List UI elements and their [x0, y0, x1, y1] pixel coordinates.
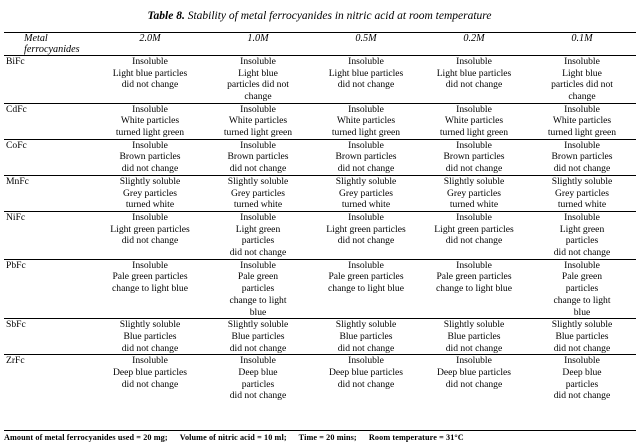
cell-nifc-1 — [96, 211, 204, 259]
row-label-bifc: BiFc — [6, 55, 25, 67]
cell-line: did not change — [121, 342, 179, 354]
cell-line: Insoluble — [240, 139, 276, 151]
cell-line: Brown particles — [443, 151, 505, 163]
cell-line: turned light green — [115, 127, 185, 139]
row-label-cofc: CoFc — [4, 139, 96, 175]
cell-sbfc-5 — [528, 319, 636, 355]
cell-line: Light green — [235, 223, 281, 235]
cell-line: Pale green — [561, 271, 603, 283]
cell-line: change — [568, 90, 596, 102]
table-row — [4, 55, 636, 103]
cell-cdfc-1 — [96, 103, 204, 139]
table-body — [4, 32, 636, 402]
cell-line: Slightly soluble — [551, 175, 613, 187]
cell-cofc-5 — [528, 139, 636, 175]
cell-line: did not change — [121, 235, 179, 247]
cell-line: Deep blue particles — [436, 367, 512, 379]
cell-line: change to light blue — [436, 283, 512, 295]
cell-pbfc-5 — [528, 259, 636, 319]
cell-pbfc-3 — [312, 259, 420, 319]
cell-line: did not change — [337, 79, 395, 91]
cell-line: Insoluble — [456, 103, 492, 115]
cell-line: Insoluble — [456, 139, 492, 151]
cell-sbfc-1 — [96, 319, 204, 355]
cell-nifc-5 — [528, 211, 636, 259]
cell-line: Insoluble — [132, 139, 168, 151]
cell-line: particles — [241, 283, 275, 295]
cell-zrfc-3 — [312, 355, 420, 402]
cell-zrfc-1 — [96, 355, 204, 402]
table-footnote — [4, 430, 636, 442]
cell-line: Insoluble — [564, 103, 600, 115]
cell-line: Insoluble — [240, 355, 276, 367]
cell-zrfc-2 — [204, 355, 312, 402]
cell-line: particles — [565, 235, 599, 247]
header-cell-concentration-1: 2.0M — [96, 32, 204, 55]
table-row — [4, 175, 636, 211]
table-row — [4, 319, 636, 355]
cell-line: Light blue — [238, 67, 278, 79]
cell-line: Light blue particles — [436, 67, 512, 79]
cell-nifc-2 — [204, 211, 312, 259]
cell-line: Slightly soluble — [227, 319, 289, 331]
cell-line: Insoluble — [132, 55, 168, 67]
cell-mnfc-5 — [528, 175, 636, 211]
cell-line: Blue particles — [555, 330, 609, 342]
cell-line: Brown particles — [119, 151, 181, 163]
cell-line: Insoluble — [564, 355, 600, 367]
cell-cofc-2 — [204, 139, 312, 175]
cell-line: White particles — [444, 115, 504, 127]
cell-line: change to light blue — [112, 283, 188, 295]
cell-line: did not change — [445, 79, 503, 91]
cell-line: Slightly soluble — [335, 175, 397, 187]
cell-line: Insoluble — [132, 103, 168, 115]
cell-line: Insoluble — [240, 259, 276, 271]
cell-sbfc-2 — [204, 319, 312, 355]
cell-line: blue — [573, 306, 591, 318]
cell-line: Light green particles — [434, 223, 514, 235]
cell-sbfc-4 — [420, 319, 528, 355]
cell-line: did not change — [337, 163, 395, 175]
row-label-pbfc: PbFc — [4, 259, 96, 319]
cell-pbfc-2 — [204, 259, 312, 319]
cell-line: did not change — [229, 247, 287, 259]
header-line-2: ferrocyanides — [24, 43, 80, 55]
cell-line: White particles — [552, 115, 612, 127]
cell-nifc-4 — [420, 211, 528, 259]
cell-line: turned light green — [331, 127, 401, 139]
cell-line: change to light — [553, 294, 611, 306]
cell-line: Grey particles — [230, 187, 286, 199]
cell-line: did not change — [229, 163, 287, 175]
cell-line: Insoluble — [564, 211, 600, 223]
cell-line: did not change — [445, 342, 503, 354]
row-label-nifc: NiFc — [4, 211, 96, 259]
cell-cdfc-5 — [528, 103, 636, 139]
cell-line: Insoluble — [564, 259, 600, 271]
header-cell-concentration-3: 0.5M — [312, 32, 420, 55]
cell-line: particles — [565, 378, 599, 390]
cell-line: Insoluble — [348, 55, 384, 67]
cell-line: White particles — [228, 115, 288, 127]
cell-bifc-3 — [312, 55, 420, 103]
table-row — [4, 211, 636, 259]
cell-line: particles did not — [551, 79, 613, 91]
cell-line: Light green particles — [326, 223, 406, 235]
cell-line: Blue particles — [447, 330, 501, 342]
cell-line: Pale green particles — [328, 271, 404, 283]
cell-line: Insoluble — [456, 355, 492, 367]
cell-line: Deep blue particles — [328, 367, 404, 379]
cell-line: Light blue particles — [112, 67, 188, 79]
cell-line: Brown particles — [227, 151, 289, 163]
cell-line: Insoluble — [240, 211, 276, 223]
cell-line: particles — [241, 378, 275, 390]
cell-line: did not change — [553, 390, 611, 402]
cell-line: Insoluble — [132, 355, 168, 367]
cell-line: Insoluble — [240, 55, 276, 67]
table-row — [4, 139, 636, 175]
cell-line: change to light — [229, 294, 287, 306]
cell-pbfc-1 — [96, 259, 204, 319]
cell-line: Insoluble — [564, 139, 600, 151]
cell-cdfc-3 — [312, 103, 420, 139]
table-caption-text: Stability of metal ferrocyanides in nitric acid at room temperature — [187, 10, 492, 22]
cell-line: particles — [241, 235, 275, 247]
cell-line: Slightly soluble — [227, 175, 289, 187]
cell-line: Light green — [559, 223, 605, 235]
cell-line: Insoluble — [348, 139, 384, 151]
cell-line: did not change — [121, 378, 179, 390]
cell-zrfc-5 — [528, 355, 636, 402]
cell-cdfc-2 — [204, 103, 312, 139]
row-label-sbfc: SbFc — [4, 319, 96, 355]
cell-line: particles did not — [227, 79, 289, 91]
cell-line: did not change — [445, 235, 503, 247]
header-cell-concentration-2: 1.0M — [204, 32, 312, 55]
cell-zrfc-4 — [420, 355, 528, 402]
cell-bifc-4 — [420, 55, 528, 103]
cell-line: White particles — [120, 115, 180, 127]
cell-line: Insoluble — [456, 259, 492, 271]
cell-sbfc-3 — [312, 319, 420, 355]
cell-line: Slightly soluble — [551, 319, 613, 331]
footnote-amount: Amount of metal ferrocyanides used = 20 mg; — [4, 433, 168, 442]
cell-line: blue — [249, 306, 267, 318]
cell-line: did not change — [121, 79, 179, 91]
cell-line: Insoluble — [348, 355, 384, 367]
cell-nifc-3 — [312, 211, 420, 259]
cell-line: turned light green — [547, 127, 617, 139]
cell-cofc-1 — [96, 139, 204, 175]
cell-line: Blue particles — [123, 330, 177, 342]
header-cell-concentration-4: 0.2M — [420, 32, 528, 55]
cell-line: Insoluble — [348, 259, 384, 271]
cell-line: particles — [565, 283, 599, 295]
table-row — [4, 259, 636, 319]
cell-line: Insoluble — [240, 103, 276, 115]
cell-line: Insoluble — [132, 259, 168, 271]
table-row — [4, 103, 636, 139]
cell-line: Insoluble — [456, 55, 492, 67]
cell-line: Insoluble — [348, 103, 384, 115]
cell-line: Insoluble — [456, 211, 492, 223]
cell-line: Blue particles — [339, 330, 393, 342]
cell-line: Insoluble — [132, 211, 168, 223]
cell-line: Deep blue — [238, 367, 278, 379]
cell-line: Deep blue particles — [112, 367, 188, 379]
cell-line: Slightly soluble — [119, 175, 181, 187]
footnote-time: Time = 20 mins; — [298, 433, 357, 442]
row-label-mnfc: MnFc — [4, 175, 96, 211]
cell-line: Insoluble — [564, 55, 600, 67]
cell-line: did not change — [553, 163, 611, 175]
row-label-cdfc: CdFc — [4, 103, 96, 139]
cell-line: turned light green — [223, 127, 293, 139]
header-line-1: Metal — [24, 32, 48, 44]
cell-line: did not change — [121, 163, 179, 175]
cell-line: Pale green — [237, 271, 279, 283]
cell-bifc-1 — [96, 55, 204, 103]
cell-cofc-3 — [312, 139, 420, 175]
cell-line: Grey particles — [446, 187, 502, 199]
cell-pbfc-4 — [420, 259, 528, 319]
stability-table — [4, 32, 636, 402]
cell-line: did not change — [229, 390, 287, 402]
cell-line: did not change — [337, 378, 395, 390]
cell-line: Deep blue — [562, 367, 602, 379]
cell-line: Light blue particles — [328, 67, 404, 79]
cell-line: did not change — [445, 378, 503, 390]
cell-line: Slightly soluble — [443, 319, 505, 331]
table-header-row — [4, 32, 636, 55]
cell-line: turned light green — [439, 127, 509, 139]
cell-line: Grey particles — [554, 187, 610, 199]
cell-line: Brown particles — [335, 151, 397, 163]
cell-cdfc-4 — [420, 103, 528, 139]
cell-line: did not change — [229, 342, 287, 354]
cell-mnfc-3 — [312, 175, 420, 211]
cell-line: Light green particles — [110, 223, 190, 235]
cell-cofc-4 — [420, 139, 528, 175]
cell-line: Brown particles — [551, 151, 613, 163]
header-cell-metal-ferrocyanides — [4, 32, 96, 55]
footnote-temperature: Room temperature = 31°C — [368, 433, 464, 442]
cell-mnfc-4 — [420, 175, 528, 211]
cell-line: change — [244, 90, 272, 102]
cell-line: Pale green particles — [112, 271, 188, 283]
cell-line: turned white — [449, 199, 499, 211]
cell-line: turned white — [341, 199, 391, 211]
row-label-zrfc: ZrFc — [4, 355, 96, 402]
cell-line: Blue particles — [231, 330, 285, 342]
cell-line: turned white — [557, 199, 607, 211]
cell-line: Grey particles — [122, 187, 178, 199]
cell-line: did not change — [445, 163, 503, 175]
cell-bifc-5 — [528, 55, 636, 103]
cell-line: Insoluble — [348, 211, 384, 223]
cell-line: Grey particles — [338, 187, 394, 199]
cell-line: change to light blue — [328, 283, 404, 295]
cell-line: Light blue — [562, 67, 602, 79]
cell-line: White particles — [336, 115, 396, 127]
cell-line: did not change — [553, 247, 611, 259]
table-caption-label: Table 8. — [147, 10, 185, 22]
cell-line: did not change — [337, 235, 395, 247]
cell-line: Slightly soluble — [335, 319, 397, 331]
cell-line: turned white — [233, 199, 283, 211]
table-caption — [4, 10, 635, 24]
cell-line: did not change — [337, 342, 395, 354]
footnote-volume: Volume of nitric acid = 10 ml; — [179, 433, 287, 442]
cell-line: Slightly soluble — [119, 319, 181, 331]
cell-line: Pale green particles — [436, 271, 512, 283]
cell-line: turned white — [125, 199, 175, 211]
header-cell-concentration-5: 0.1M — [528, 32, 636, 55]
cell-line: Slightly soluble — [443, 175, 505, 187]
cell-line: did not change — [553, 342, 611, 354]
cell-mnfc-2 — [204, 175, 312, 211]
cell-bifc-2 — [204, 55, 312, 103]
cell-mnfc-1 — [96, 175, 204, 211]
table-row — [4, 355, 636, 402]
